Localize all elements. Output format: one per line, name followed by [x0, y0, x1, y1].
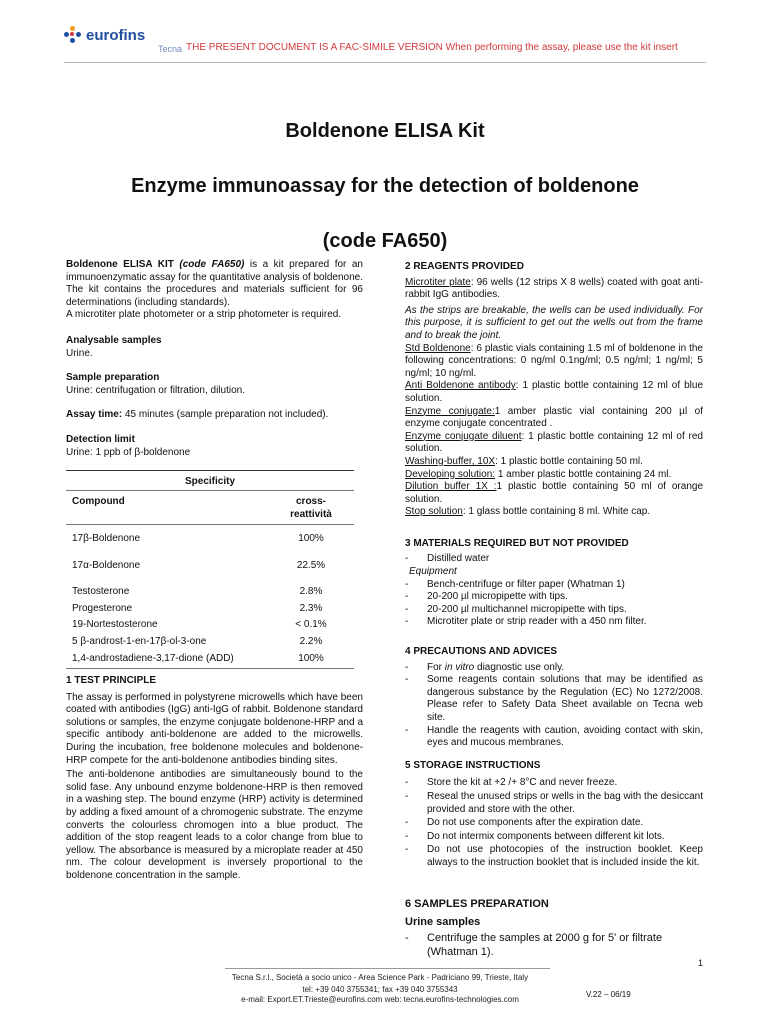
samples-title: 6 SAMPLES PREPARATION [405, 897, 549, 910]
materials-item: - 20-200 µl micropipette with tips. [405, 591, 568, 603]
dilution-text: 1 plastic bottle containing 50 ml of orange solution. [405, 481, 704, 505]
footer-address: Tecna S.r.l., Società a socio unico - Area Science Park - Padriciano 99, Trieste, Italy [231, 973, 529, 982]
conjugate-label: Enzyme conjugate: [405, 405, 495, 417]
assay-time-label: Assay time: [66, 409, 123, 421]
logo-text: eurofins [86, 26, 146, 44]
materials-item: - 20-200 µl multichannel micropipette with tips. [405, 603, 627, 615]
precaution-2-text: Some reagents contain solutions that may be identified as dangerous substance by the Regulation (EC) No 1272/2008. Please refer to Safety Data Sheet available on Tecna web site. [427, 674, 703, 723]
test-principle-title: 1 TEST PRINCIPLE [66, 675, 157, 686]
left-column [66, 259, 363, 459]
storage-item: - Reseal the unused strips or wells in the bag with the desiccant provided and store with the other. [405, 790, 703, 815]
stop-text: : 1 glass bottle containing 8 ml. White cap. [462, 506, 651, 518]
logo-dots-icon [64, 26, 82, 44]
specificity-row [66, 525, 354, 546]
precaution-item: - Handle the reagents with caution, avoiding contact with skin, eyes and mucous membranes. [405, 724, 703, 749]
compound-cell: 19-Nortestosterone [72, 619, 158, 631]
storage-item-text: Do not use photocopies of the instruction booklet. Keep always to the instruction booklet that is included inside the kit. [427, 844, 703, 868]
compound-cell: 17α-Boldenone [72, 559, 141, 571]
cross-reactivity-cell: 100% [298, 652, 324, 664]
developing-label: Developing solution: [405, 468, 496, 480]
storage-item-text: Do not use components after the expiration date. [427, 817, 644, 829]
storage-item: - Store the kit at +2 /+ 8°C and never freeze. [405, 777, 618, 789]
conjugate-text: 1 amber plastic vial containing 200 µl of enzyme conjugate concentrated . [405, 405, 703, 430]
washing-label: Washing-buffer, 10X [405, 455, 496, 467]
reagent-note: As the strips are breakable, the wells can be used individually. For this purpose, it is sufficient to get out the wells out from the frame and to break the joint. [405, 304, 703, 341]
reagent-conjugate [405, 406, 703, 431]
microtiter-text: : 96 wells (12 strips X 8 wells) coated with goat anti-rabbit IgG antibodies. [405, 276, 704, 301]
washing-text: : 1 plastic bottle containing 50 ml. [495, 455, 643, 467]
precaution-item: - For in vitro diagnostic use only. [405, 661, 565, 673]
samples-item-text: Centrifuge the samples at 2000 g for 5' or filtrate (Whatman 1). [427, 931, 663, 958]
storage-item-text: Do not intermix components between different kit lots. [427, 830, 665, 842]
col-cross-line1: cross- [295, 496, 326, 507]
footer-contacts: e-mail: Export.ET.Trieste@eurofins.com web: tecna.eurofins-technologies.com [241, 995, 519, 1004]
storage-item: - Do not intermix components between different kit lots. [405, 830, 665, 842]
right-column [405, 261, 703, 959]
eurofins-logo [64, 26, 145, 44]
reagent-stop [405, 506, 703, 519]
precaution-1-italic: in vitro [444, 661, 475, 673]
reagent-dilution [405, 481, 703, 506]
diluent-label: Enzyme conjugate diluent [405, 430, 522, 442]
compound-cell: Progesterone [72, 602, 133, 614]
storage-item-text: Store the kit at +2 /+ 8°C and never freeze. [427, 777, 618, 789]
specificity-row [66, 632, 354, 649]
table-bottom-rule [66, 668, 354, 669]
materials-item-water: - Distilled water [405, 553, 490, 565]
detection-value: Urine: 1 ppb of β-boldenone [66, 446, 191, 458]
materials-title: 3 MATERIALS REQUIRED BUT NOT PROVIDED [405, 537, 629, 549]
diluent-text: : 1 plastic bottle containing 12 ml of red solution. [405, 430, 703, 455]
specificity-row [66, 615, 354, 632]
intro-lead: Boldenone ELISA KIT [66, 259, 174, 270]
document-title: Boldenone ELISA Kit [285, 120, 485, 142]
page-number: 1 [698, 958, 704, 968]
materials-water-text: Distilled water [427, 553, 490, 565]
std-label: Std Boldenone [405, 342, 471, 354]
precautions-title: 4 PRECAUTIONS AND ADVICES [405, 646, 558, 658]
facsimile-notice: THE PRESENT DOCUMENT IS A FAC-SIMILE VERSION When performing the assay, please use the kit insert [186, 42, 678, 53]
reagent-washing [405, 456, 703, 469]
materials-item: - Microtiter plate or strip reader with a 450 nm filter. [405, 616, 647, 628]
precaution-1-post: diagnostic use only. [474, 661, 565, 673]
reagent-std [405, 343, 703, 381]
materials-item: - Bench-centrifuge or filter paper (Whatman 1) [405, 578, 625, 590]
cross-reactivity-cell: 2.8% [299, 586, 323, 598]
specificity-title: Specificity [184, 476, 236, 487]
test-principle-p1: The assay is performed in polystyrene microwells which have been coated with antibodies (IgG) anti-IgG of rabbit. Boldenone standard solutions or samples, the enzyme conjugate boldenone-HRP and a specific antibody anti-boldenone are added to the microwells. During the incubation, free boldenone molecules and boldenone-HRP compete for the anti-boldenone antibodies binding sites. [66, 691, 363, 766]
footer-phone: tel: +39 040 3755341; fax +39 040 3755343 [302, 985, 458, 994]
assay-time-value: 45 minutes (sample preparation not included). [122, 409, 329, 421]
specificity-row [66, 649, 354, 666]
samples-item: - Centrifuge the samples at 2000 g for 5' or filtrate (Whatman 1). [405, 931, 663, 958]
intro-photometer: A microtiter plate photometer or a strip photometer is required. [66, 309, 342, 321]
compound-cell: 17β-Boldenone [72, 533, 141, 544]
storage-item-text: Reseal the unused strips or wells in the bag with the desiccant provided and store with the other. [427, 790, 703, 815]
reagent-diluent [405, 431, 703, 456]
std-text: : 6 plastic vials containing 1.5 ml of boldenone in the following concentrations: 0 ng/ml 0.1ng/ml; 0.5 ng/ml; 1 ng/ml; 5 ng/ml; 10 ng/ml. [405, 342, 703, 379]
specificity-table [66, 470, 354, 669]
storage-item: - Do not use photocopies of the instruction booklet. Keep always to the instruction booklet that is included inside the kit. [405, 844, 703, 868]
precaution-3-text: Handle the reagents with caution, avoiding contact with skin, eyes and mucous membranes. [427, 724, 703, 749]
header-divider [64, 62, 706, 63]
antibody-text: : 1 plastic bottle containing 12 ml of blue solution. [405, 380, 704, 404]
footer-divider [225, 968, 550, 969]
intro-code: (code FA650) [179, 259, 245, 270]
compound-cell: Testosterone [72, 586, 130, 598]
compound-cell: 5 β-androst-1-en-17β-ol-3-one [72, 635, 207, 647]
version-label: V.22 – 06/19 [586, 990, 631, 999]
microtiter-label: Microtiter plate [405, 276, 471, 288]
cross-reactivity-cell: 22.5% [296, 559, 326, 571]
preparation-label: Sample preparation [66, 372, 160, 384]
urine-samples-label: Urine samples [405, 916, 481, 929]
compound-cell: 1,4-androstadiene-3,17-dione (ADD) [72, 652, 234, 664]
specificity-row [66, 599, 354, 616]
materials-item-text: 20-200 µl multichannel micropipette with tips. [427, 603, 627, 615]
detection-label: Detection limit [66, 433, 135, 445]
analysable-label: Analysable samples [66, 334, 162, 346]
cross-reactivity-cell: 2.3% [299, 602, 323, 614]
reagents-title: 2 REAGENTS PROVIDED [405, 261, 524, 272]
antibody-label: Anti Boldenone antibody [405, 380, 516, 392]
intro-text: is a kit prepared for an immunoenzymatic assay for the quantitative analysis of boldenone. The kit contains the procedures and materials sufficient for 96 determinations (including standards). [66, 259, 363, 308]
col-cross-line2: reattività [290, 508, 332, 520]
specificity-row [66, 546, 354, 573]
materials-item-text: Microtiter plate or strip reader with a 450 nm filter. [427, 616, 647, 628]
test-principle-p2: The anti-boldenone antibodies are simultaneously bound to the solid fase. Any unbound enzyme boldenone-HRP is then removed in a washing step. The bound enzyme (HRP) activity is determined by adding a fixed amount of a chromogenic substrate. The enzyme converts the colourless chromogen into a blue product. The addition of the stop reagent leads to a color change from blue to yellow. The absorbance is measured by a microplate reader at 450 nm. The colour development is inversely proportional to the boldenone concentration in the sample. [66, 769, 363, 881]
precaution-item: - Some reagents contain solutions that may be identified as dangerous substance by the Regulation (EC) No 1272/2008. Please refer to Safety Data Sheet available on Tecna web site. [405, 674, 703, 723]
assay-time [66, 409, 363, 422]
developing-text: 1 amber plastic bottle containing 24 ml. [495, 468, 672, 480]
analysable-value: Urine. [66, 347, 93, 359]
materials-item-text: Bench-centrifuge or filter paper (Whatman 1) [427, 578, 625, 590]
document-subtitle: Enzyme immunoassay for the detection of boldenone [131, 175, 639, 197]
reagent-antibody [405, 380, 703, 405]
cross-reactivity-cell: 100% [298, 533, 324, 544]
materials-item-text: 20-200 µl micropipette with tips. [427, 591, 568, 603]
storage-item: - Do not use components after the expiration date. [405, 817, 644, 829]
product-code: (code FA650) [322, 230, 448, 252]
reagent-microtiter [405, 277, 703, 302]
dilution-label: Dilution buffer 1X : [405, 481, 497, 493]
intro-paragraph [66, 259, 363, 309]
precaution-1-pre: For [427, 661, 445, 673]
cross-reactivity-cell: 2.2% [299, 635, 323, 647]
col-compound: Compound [72, 496, 125, 507]
brand-name: Tecna [158, 44, 183, 54]
preparation-value: Urine: centrifugation or filtration, dilution. [66, 384, 245, 396]
test-principle-section [66, 675, 363, 883]
storage-title: 5 STORAGE INSTRUCTIONS [405, 759, 541, 771]
reagent-developing [405, 469, 703, 482]
specificity-row [66, 572, 354, 599]
stop-label: Stop solution [405, 506, 463, 518]
specificity-header-row [66, 491, 354, 524]
materials-equipment: Equipment [409, 566, 457, 578]
col-cross [268, 496, 354, 524]
cross-reactivity-cell: < 0.1% [295, 619, 327, 631]
